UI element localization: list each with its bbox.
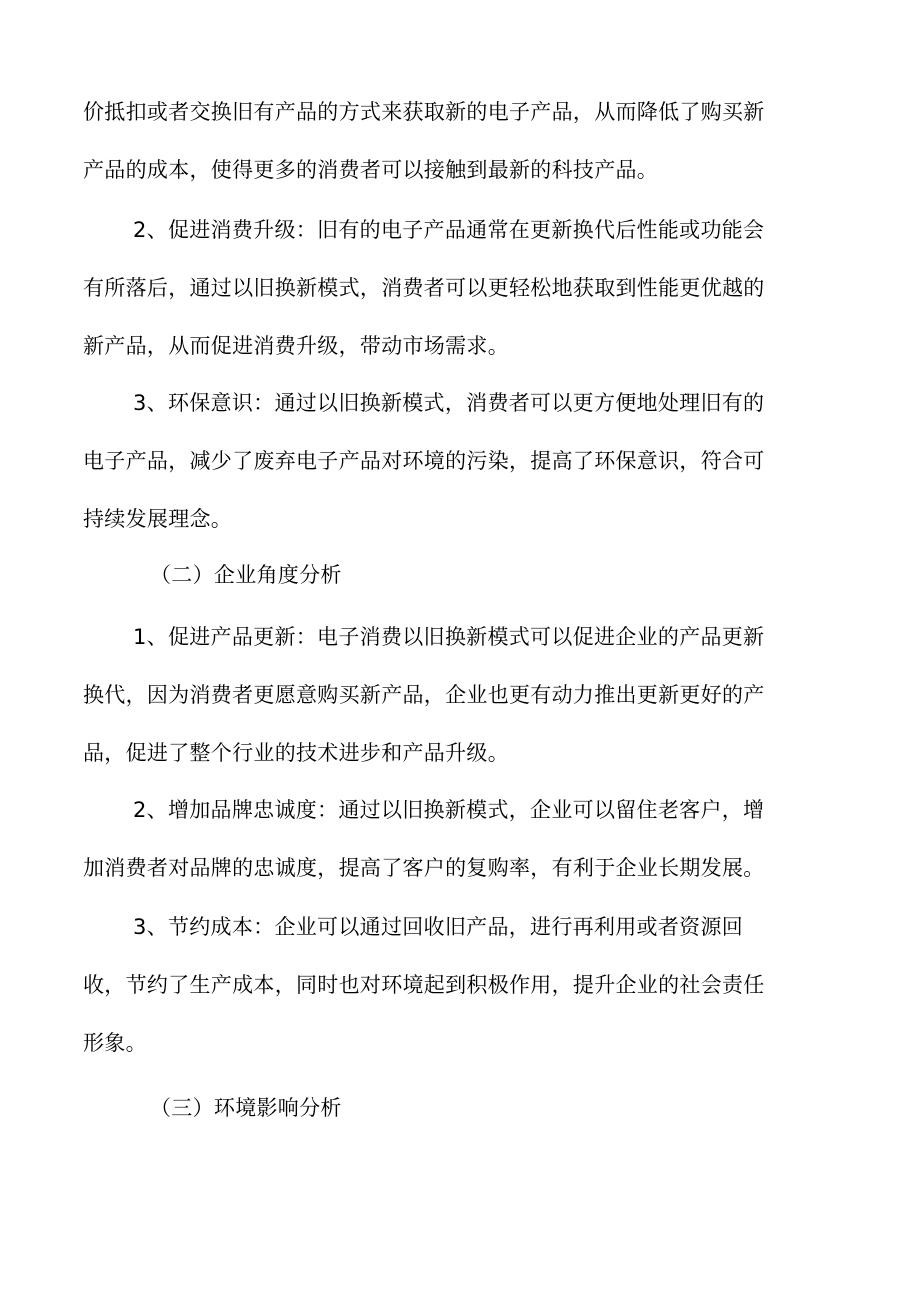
paragraph-continuation xyxy=(83,83,823,199)
text-line: 1、促进产品更新：电子消费以旧换新模式可以促进企业的产品更新 xyxy=(133,625,765,649)
heading-text: （二）企业角度分析 xyxy=(150,563,342,587)
paragraph-consumption-upgrade xyxy=(83,201,823,375)
text-line: 2、促进消费升级：旧有的电子产品通常在更新换代后性能或功能会 xyxy=(133,218,765,242)
text-line: 2、增加品牌忠诚度：通过以旧换新模式，企业可以留住老客户，增 xyxy=(133,798,765,822)
text-line: 产品的成本，使得更多的消费者可以接触到最新的科技产品。 xyxy=(83,158,659,182)
paragraph-cost-saving xyxy=(83,898,823,1072)
text-line: 电子产品，减少了废弃电子产品对环境的污染，提高了环保意识，符合可 xyxy=(83,449,765,473)
text-line: 价抵扣或者交换旧有产品的方式来获取新的电子产品，从而降低了购买新 xyxy=(83,100,765,124)
text-line: 品，促进了整个行业的技术进步和产品升级。 xyxy=(83,741,509,765)
text-line: 换代，因为消费者更愿意购买新产品，企业也更有动力推出更新更好的产 xyxy=(83,683,765,707)
text-line: 3、节约成本：企业可以通过回收旧产品，进行再利用或者资源回 xyxy=(133,915,744,939)
section-heading-environment xyxy=(83,1079,823,1137)
text-line: 加消费者对品牌的忠诚度，提高了客户的复购率，有利于企业长期发展。 xyxy=(83,856,765,880)
text-line: 持续发展理念。 xyxy=(83,507,233,531)
text-line: 新产品，从而促进消费升级，带动市场需求。 xyxy=(83,334,509,358)
paragraph-product-update xyxy=(83,608,823,782)
text-line: 收，节约了生产成本，同时也对环境起到积极作用，提升企业的社会责任 xyxy=(83,973,765,997)
heading-text: （三）环境影响分析 xyxy=(150,1096,342,1120)
text-line: 形象。 xyxy=(83,1031,147,1055)
text-line: 3、环保意识：通过以旧换新模式，消费者可以更方便地处理旧有的 xyxy=(133,391,765,415)
section-heading-enterprise xyxy=(83,546,823,604)
paragraph-environmental-awareness xyxy=(83,374,823,548)
paragraph-brand-loyalty xyxy=(83,781,823,897)
text-line: 有所落后，通过以旧换新模式，消费者可以更轻松地获取到性能更优越的 xyxy=(83,276,765,300)
